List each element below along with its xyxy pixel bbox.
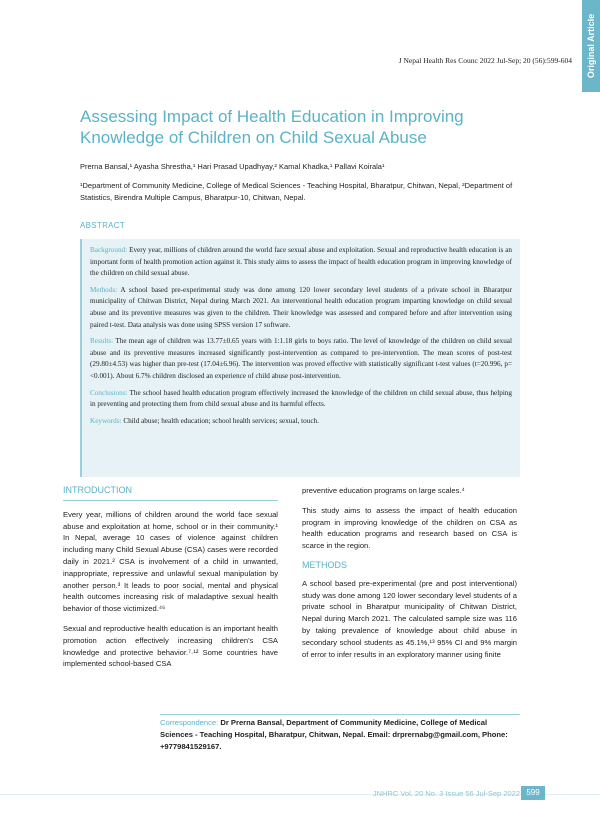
- intro-paragraph-4: This study aims to assess the impact of health education program in improving knowledge of the children on CSA as health education programs and research based on CSA is scarce in the region.: [302, 505, 517, 551]
- left-column: [63, 485, 278, 678]
- abstract-methods: [90, 285, 512, 331]
- methods-label: Methods:: [90, 285, 118, 294]
- intro-paragraph-3: preventive education programs on large scales.⁴: [302, 486, 465, 495]
- introduction-heading: INTRODUCTION: [63, 485, 278, 501]
- methods-text: A school based pre-experimental study was done among 120 lower secondary level students of a private school in Bharatpur municipality of Chitwan District, Nepal during March 2021. An interventional health education program imparting knowledge on child sexual abuse and its preventive measures was given to the children. Their knowledge was assessed and compared before and after intervention using paired t-test. Data analysis was done using SPSS version 17 software.: [90, 285, 512, 329]
- correspondence: [160, 714, 520, 753]
- abstract-keywords: [90, 416, 512, 428]
- keywords-text: Child abuse; health education; school health services; sexual, touch.: [121, 416, 319, 425]
- background-label: Background:: [90, 246, 128, 254]
- background-text: Every year, millions of children around the world face sexual abuse and exploitation. Sexual and reproductive health education is an important form of health promotion action against it. This study aims to assess the impact of health education program in improving knowledge of the children on child sexual abuse.: [90, 246, 512, 278]
- correspondence-text: Dr Prerna Bansal, Department of Community Medicine, College of Medical Sciences - Teaching Hospital, Bharatpur, Chitwan, Nepal. Email: drprernabg@gmail.com, Phone: +9779841529167.: [160, 718, 508, 751]
- methods-heading: METHODS: [302, 559, 347, 570]
- abstract-background: [90, 245, 512, 280]
- page-number: 599: [521, 786, 545, 800]
- abstract-box: [80, 239, 520, 477]
- methods-paragraph-1: A school based pre-experimental (pre and post interventional) study was done among 120 lower secondary level students of a private school in Bharatpur municipality of Chitwan District, Nepal during March 2021. The calculated sample size was 116 by taking prevalence of knowledge about child abuse in secondary school students as 45.1%,¹³ 95% CI and 9% margin of error to infer results in an exploratory manner using finite: [302, 578, 517, 659]
- abstract-conclusions: [90, 388, 512, 411]
- article-title: Assessing Impact of Health Education in Improving Knowledge of Children on Child Sexual Abuse: [80, 107, 464, 147]
- intro-paragraph-2: Sexual and reproductive health education is an important health promotion action effectively increasing children's CSA knowledge and protective behavior.⁷·¹² Some countries have implemented school-based CSA: [63, 623, 278, 669]
- conclusions-label: Conclusions:: [90, 388, 128, 397]
- article-type-label: Original Article: [586, 13, 596, 79]
- right-column: [302, 485, 517, 668]
- results-label: Results:: [90, 337, 114, 346]
- correspondence-label: Correspondence:: [160, 718, 219, 727]
- abstract-heading: ABSTRACT: [80, 221, 126, 230]
- abstract-results: [90, 336, 512, 382]
- affiliations: ¹Department of Community Medicine, College of Medical Sciences - Teaching Hospital, Bharatpur, Chitwan, Nepal, ²Department of Statistics, Birendra Multiple Campus, Bharatpur-10, Chitwan, Nepal.: [80, 181, 513, 202]
- article-type-tab: [582, 0, 600, 92]
- author-list: Prerna Bansal,¹ Ayasha Shrestha,¹ Hari Prasad Upadhyay,² Kamal Khadka,¹ Pallavi Koirala¹: [80, 162, 385, 171]
- running-head: J Nepal Health Res Counc 2022 Jul-Sep; 20 (56):599-604: [398, 56, 572, 65]
- footer-journal: JNHRC Vol. 20 No. 3 Issue 56 Jul-Sep 2022: [372, 789, 520, 798]
- conclusions-text: The school based health education program effectively increased the knowledge of the children on child sexual abuse, thus helping in preventing and protecting them from child sexual abuse and its harmful effects.: [90, 388, 512, 409]
- keywords-label: Keywords:: [90, 416, 122, 425]
- intro-paragraph-1: Every year, millions of children around the world face sexual abuse and exploitation at home, school or in their community.¹ In Nepal, average 10 cases of violence against children including many Child Sexual Abuse (CSA) cases were recorded daily in 2021.² CSA is involvement of a child in unwanted, inappropriate, repressive and unlawful sexual manipulation by another person.³ It leads to poor social, mental and physical health outcomes increasing risk of maladaptive sexual health behavior of those victimized.⁴⁶: [63, 509, 278, 614]
- results-text: The mean age of children was 13.77±0.65 years with 1:1.18 girls to boys ratio. The level of knowledge of the children on child sexual abuse and its preventive measures increased significantly post-intervention as compared to pre-intervention. The mean scores of post-test (29.80±4.53) was higher than pre-test (17.04±6.96). The intervention was proved effective with statistically significant t-test values (t=20.996, p=<0.001). About 6.7% children disclosed an experience of child abuse post-intervention.: [90, 337, 512, 380]
